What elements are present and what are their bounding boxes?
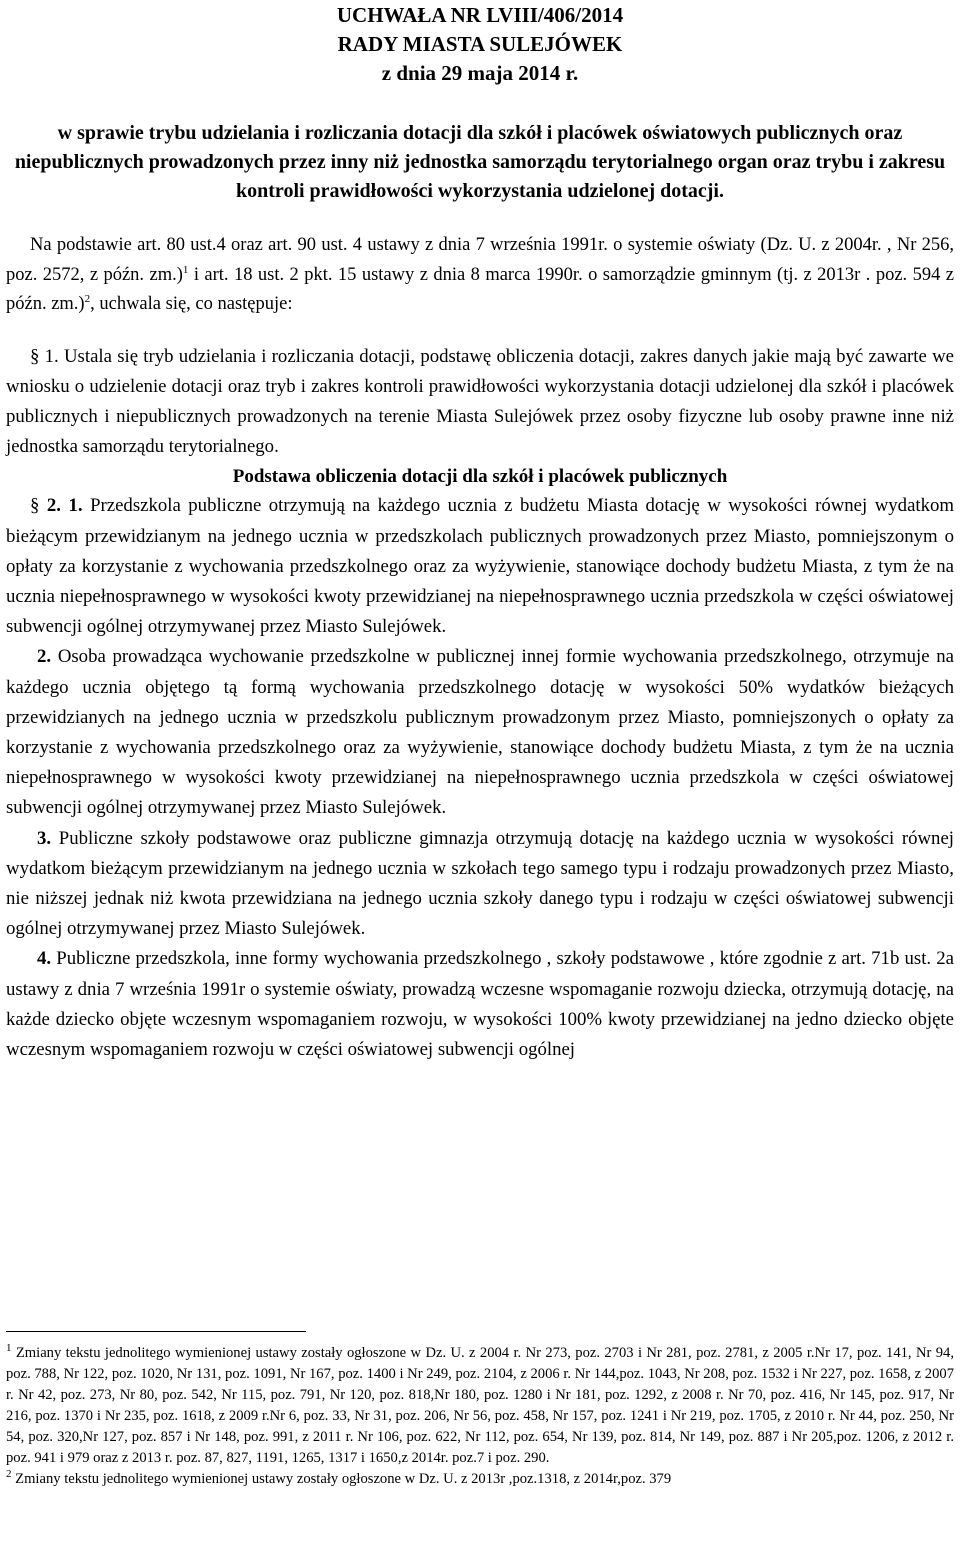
legal-basis-text-2: i art. 18 ust. 2 pkt. 15 ustawy z dnia 8 marca 1990r. o samorządzie gminnym (tj. z 2013r . poz. 594 z późn. zm.) xyxy=(6,264,954,314)
footnote-text: Zmiany tekstu jednolitego wymienionej ustawy zostały ogłoszone w Dz. U. z 2004 r. Nr 273, poz. 2703 i Nr 281, poz. 2781, z 2005 r.Nr 17, poz. 141, Nr 94, poz. 788, Nr 122, poz. 1020, Nr 131, poz. 1091, Nr 167, poz. 1400 i Nr 249, poz. 2104, z 2006 r. Nr 144,poz. 1043, Nr 208, poz. 1532 i Nr 227, poz. 1658, z 2007 r. Nr 42, poz. 273, Nr 80, poz. 542, Nr 115, poz. 791, Nr 120, poz. 818,Nr 180, poz. 1280 i Nr 181, poz. 1292, z 2008 r. Nr 70, poz. 416, Nr 145, poz. 917, Nr 216, poz. 1370 i Nr 235, poz. 1618, z 2009 r.Nr 6, poz. 33, Nr 31, poz. 206, Nr 56, poz. 458, Nr 157, poz. 1241 i Nr 219, poz. 1705, z 2010 r. Nr 44, poz. 250, Nr 54, poz. 320,Nr 127, poz. 857 i Nr 148, poz. 991, z 2011 r. Nr 106, poz. 622, Nr 112, poz. 654, Nr 139, poz. 814, Nr 149, poz. 887 i Nr 205,poz. 1206, z 2012 r. poz. 941 i 979 oraz z 2013 r. poz. 87, 827, 1191, 1265, 1317 i 1650,z 2014r. poz.7 i poz. 290. xyxy=(6,1345,954,1466)
section-symbol: § xyxy=(30,495,40,517)
point-number: 3. xyxy=(37,827,52,849)
footnote-mark: 1 xyxy=(6,1342,12,1355)
footnote-mark: 2 xyxy=(6,1468,12,1481)
section-2-point-2 xyxy=(6,642,954,823)
legal-basis-text-3: , uchwala się, co następuje: xyxy=(90,294,293,314)
resolution-body xyxy=(6,342,954,1066)
resolution-subject: w sprawie trybu udzielania i rozliczania dotacji dla szkół i placówek oświatowych publicznych oraz niepublicznych prowadzonych przez inny niż jednostka samorządu terytorialnego organ oraz trybu i zakresu kontroli prawidłowości wykorzystania udzielonej dotacji. xyxy=(14,122,946,202)
section-1-text: Ustala się tryb udzielania i rozliczania dotacji, podstawę obliczenia dotacji, zakres danych jakie mają być zawarte we wniosku o udzielenie dotacji oraz tryb i zakres kontroli prawidłowości wykorzystania dotacji udzielonej dla szkół i placówek publicznych i niepublicznych prowadzonych na terenie Miasta Sulejówek przez osoby fizyczne lub osoby prawne inne niż jednostka samorządu terytorialnego. xyxy=(6,345,954,458)
footnote-ref-1[interactable]: 1 xyxy=(182,263,189,276)
section-number: 1. xyxy=(44,345,59,367)
resolution-number: UCHWAŁA NR LVIII/406/2014 xyxy=(336,3,624,27)
section-number: 2. 1. xyxy=(46,495,83,517)
section-2-point-3 xyxy=(6,824,954,945)
section-1 xyxy=(6,342,954,463)
footnote-separator xyxy=(6,1331,306,1332)
point-1-text: Przedszkola publiczne otrzymują na każdego ucznia z budżetu Miasta dotację w wysokości równej wydatkom bieżącym przewidzianym na jednego ucznia w przedszkolach publicznych prowadzonych przez Miasto, pomniejszonym o opłaty za korzystanie z wychowania przedszkolnego oraz za wyżywienie, stanowiące dochody budżetu Miasta, z tym że na ucznia niepełnosprawnego w wysokości kwoty przewidzianej na niepełnosprawnego ucznia przedszkola w części oświatowej subwencji ogólnej otrzymywanej przez Miasto Sulejówek. xyxy=(6,495,955,638)
footnote-ref-2[interactable]: 2 xyxy=(84,292,91,305)
section-heading: Podstawa obliczenia dotacji dla szkół i placówek publicznych xyxy=(232,466,728,488)
resolution-date: z dnia 29 maja 2014 r. xyxy=(381,61,579,85)
legal-basis-text-1: Na podstawie art. 80 ust.4 oraz art. 90 ust. 4 ustawy z dnia 7 września 1991r. o systemie oświaty (Dz. U. z 2004r. , Nr 256, poz. 2572, z późn. zm.) xyxy=(6,235,954,285)
footnote-text: Zmiany tekstu jednolitego wymienionej ustawy zostały ogłoszone w Dz. U. z 2013r ,poz.1318, z 2014r,poz. 379 xyxy=(11,1471,672,1487)
point-4-text: Publiczne przedszkola, inne formy wychowania przedszkolnego , szkoły podstawowe , które zgodnie z art. 71b ust. 2a ustawy z dnia 7 września 1991r o systemie oświaty, prowadzą wczesne wspomaganie rozwoju dziecka, otrzymują dotację, na każde dziecko objęte wczesnym wspomaganiem rozwoju, w wysokości 100% kwoty przewidzianej na jedno dziecko objęte wczesnym wspomaganiem rozwoju w części oświatowej subwencji ogólnej xyxy=(6,948,954,1060)
document-header xyxy=(0,1,960,88)
legal-basis xyxy=(6,231,954,320)
section-2-point-4 xyxy=(6,944,954,1065)
point-number: 2. xyxy=(37,646,52,668)
footnote-1 xyxy=(6,1343,954,1469)
footnotes xyxy=(6,1343,954,1490)
point-2-text: Osoba prowadząca wychowanie przedszkolne w publicznej innej formie wychowania przedszkolnego, otrzymuje na każdego ucznia objętego tą formą wychowania przedszkolnego dotację w wysokości 50% wydatków bieżących przewidzianych na jednego ucznia w przedszkolu publicznym prowadzonym przez Miasto, pomniejszonych o opłaty za korzystanie z wychowania przedszkolnego oraz za wyżywienie, stanowiące dochody budżetu Miasta, z tym że na ucznia niepełnosprawnego w wysokości kwoty przewidzianej na niepełnosprawnego ucznia przedszkola w części oświatowej subwencji ogólnej otrzymywanej przez Miasto Sulejówek. xyxy=(6,646,954,819)
point-3-text: Publiczne szkoły podstawowe oraz publiczne gimnazja otrzymują dotację na każdego ucznia w wysokości równej wydatkom bieżącym przewidzianym na jednego ucznia w szkołach tego samego typu i rodzaju prowadzonych przez Miasto, nie niższej jednak niż kwota przewidziana na jednego ucznia szkoły danego typu i rodzaju w części oświatowej subwencji ogólnej otrzymywanej przez Miasto Sulejówek. xyxy=(6,827,954,940)
footnote-2 xyxy=(6,1469,954,1490)
section-2-point-1 xyxy=(6,491,954,642)
section-symbol: § xyxy=(30,345,40,367)
point-number: 4. xyxy=(37,948,52,970)
council-name: RADY MIASTA SULEJÓWEK xyxy=(337,32,623,56)
